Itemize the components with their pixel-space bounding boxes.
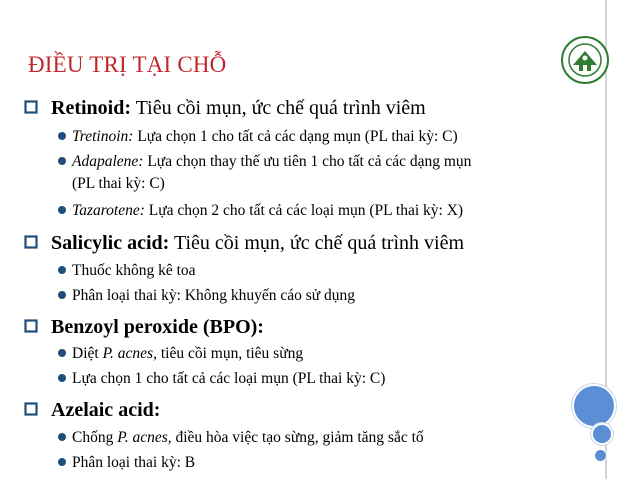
sub-item xyxy=(72,287,355,305)
sub-item xyxy=(72,128,458,146)
hollow-square-bullet-icon xyxy=(24,319,38,333)
bullet-item-azelaic-acid xyxy=(51,399,160,422)
sub-item xyxy=(72,262,196,280)
sub-item-text: Phân loại thai kỳ: Không khuyến cáo sử dụng xyxy=(72,287,356,304)
sub-item xyxy=(72,153,471,171)
hollow-square-bullet-icon xyxy=(24,235,38,249)
dot-bullet-icon xyxy=(58,291,66,299)
dot-bullet-icon xyxy=(58,433,66,441)
sub-item-emphasis: Tazarotene: xyxy=(72,202,145,219)
dot-bullet-icon xyxy=(58,206,66,214)
sub-item xyxy=(72,202,463,220)
sub-item-text: Lựa chọn 2 cho tất cả các loại mụn (PL thai kỳ: X) xyxy=(144,202,464,219)
sub-item-emphasis: Tretinoin: xyxy=(72,128,134,145)
dot-bullet-icon xyxy=(58,157,66,165)
dot-bullet-icon xyxy=(58,132,66,140)
dot-bullet-icon xyxy=(58,266,66,274)
sub-item-text: tiêu cồi mụn, tiêu sừng xyxy=(156,345,304,362)
item-heading: Azelaic acid: xyxy=(51,399,161,421)
sub-item-text: Lựa chọn 1 cho tất cả các dạng mụn (PL thai kỳ: C) xyxy=(133,128,458,145)
hollow-square-bullet-icon xyxy=(24,402,38,416)
sub-item xyxy=(72,370,385,388)
sub-item xyxy=(72,345,303,363)
decorative-circle-large xyxy=(572,384,616,428)
dot-bullet-icon xyxy=(58,458,66,466)
item-heading: Retinoid: xyxy=(51,97,131,119)
sub-item-emphasis: P. acnes, xyxy=(102,345,157,362)
bullet-item-salicylic-acid xyxy=(51,232,464,255)
sub-item-text: Phân loại thai kỳ: B xyxy=(72,454,196,471)
sub-item-text: Lựa chọn 1 cho tất cả các loại mụn (PL thai kỳ: C) xyxy=(72,370,386,387)
item-heading: Benzoyl peroxide (BPO): xyxy=(51,316,264,338)
sub-item-text-line2: (PL thai kỳ: C) xyxy=(72,175,165,192)
sub-item xyxy=(72,454,195,472)
dot-bullet-icon xyxy=(58,349,66,357)
sub-item-prefix: Chống xyxy=(72,429,118,446)
item-text: Tiêu cồi mụn, ức chế quá trình viêm xyxy=(131,97,426,119)
bullet-item-benzoyl-peroxide xyxy=(51,316,264,339)
sub-item-emphasis: Adapalene: xyxy=(72,153,144,170)
sub-item-text: Thuốc không kê toa xyxy=(72,262,196,279)
item-text: Tiêu cồi mụn, ức chế quá trình viêm xyxy=(169,232,465,254)
decorative-circle-tiny xyxy=(594,449,607,462)
bullet-item-retinoid xyxy=(51,97,426,120)
decorative-circle-small xyxy=(591,423,613,445)
sub-item-emphasis: P. acnes, xyxy=(117,429,172,446)
sub-item-text: điều hòa việc tạo sừng, giảm tăng sắc tố xyxy=(171,429,424,446)
sub-item-prefix: Diệt xyxy=(72,345,103,362)
university-seal-logo xyxy=(560,35,610,85)
item-heading: Salicylic acid: xyxy=(51,232,170,254)
dot-bullet-icon xyxy=(58,374,66,382)
sub-item xyxy=(72,429,424,447)
hollow-square-bullet-icon xyxy=(24,100,38,114)
slide-title: ĐIỀU TRỊ TẠI CHỖ xyxy=(28,52,227,77)
sub-item-continuation xyxy=(72,175,165,193)
sub-item-text: Lựa chọn thay thế ưu tiên 1 cho tất cả các dạng mụn xyxy=(143,153,472,170)
